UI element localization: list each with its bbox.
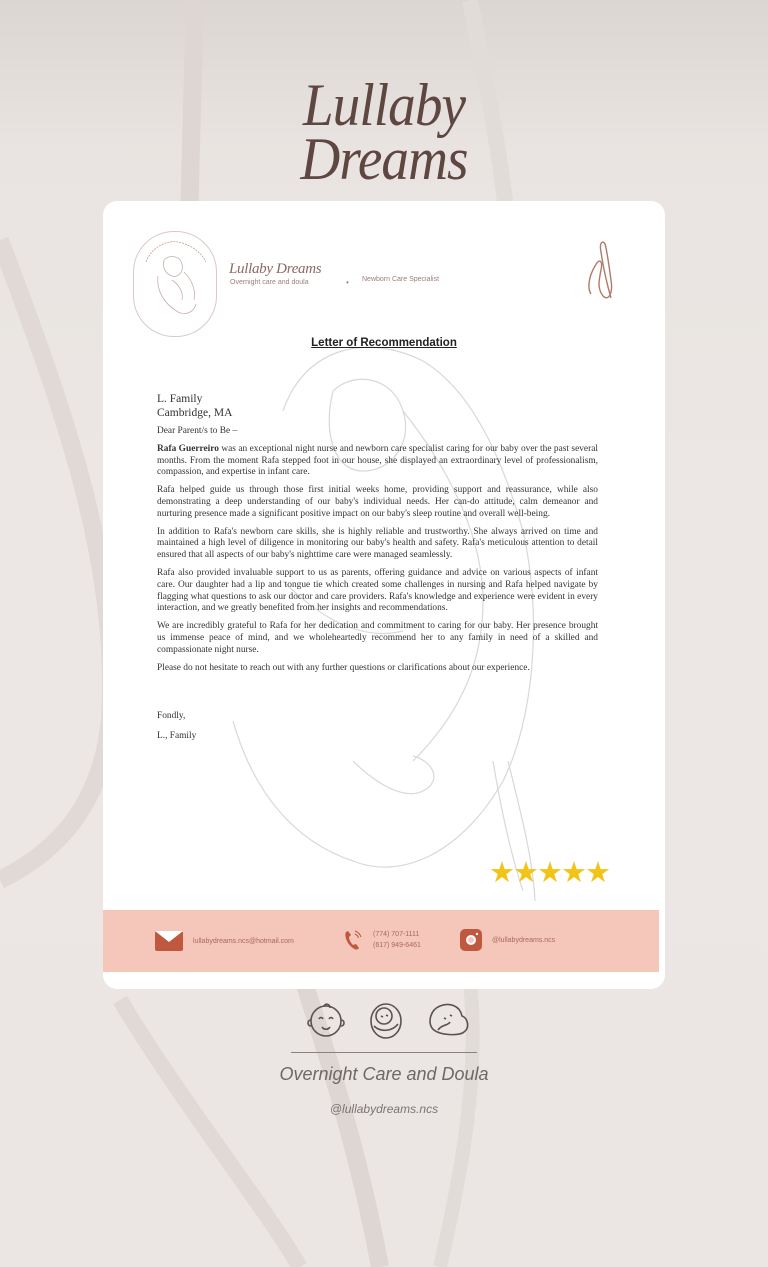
letter-closing: Fondly, (157, 711, 186, 722)
monogram-signature-icon (583, 236, 623, 306)
five-star-rating-icon: ★★★★★ (489, 857, 609, 889)
letter-paragraph-5: We are incredibly grateful to Rafa for her dedication and commitment to caring for our baby. Her presence brought us immense peace of mind, and we wholeheartedly recommend her to any family in need of a skilled and compassionate night nurse. (157, 621, 598, 655)
paragraph-1-text: was an exceptional night nurse and newborn care specialist caring for our baby over the past several months. From the moment Rafa stepped foot in our house, she displayed an extraordinary level of professionalism, compassion, and expertise in infant care. (157, 443, 598, 478)
instagram-icon (460, 929, 482, 951)
baby-face-icon (304, 998, 348, 1042)
contact-email[interactable] (155, 931, 294, 951)
letterhead-brand-name: Lullaby Dreams (229, 261, 322, 277)
contact-phone-numbers (373, 929, 421, 951)
mother-baby-logo-icon (134, 232, 216, 336)
nurse-name: Rafa Guerreiro (157, 443, 219, 454)
footer-icon-row (304, 998, 472, 1042)
letter-greeting: Dear Parent/s to Be – (157, 426, 238, 436)
letterhead-tagline: Overnight care and doula (230, 279, 309, 286)
letterhead-separator: • (346, 278, 349, 287)
contact-phone-1: (774) 707-1111 (373, 931, 420, 938)
contact-phone-2: (617) 949-6461 (373, 942, 421, 949)
letter-paragraph-3: In addition to Rafa's newborn care skills, she is highly reliable and trustworthy. She always arrived on time and maintained a high level of diligence in monitoring our baby's health and safety. Rafa's meticulous attention to detail ensured that all aspects of our baby's nighttime care were managed seamlessly. (157, 526, 598, 561)
letter-closing-block (157, 706, 598, 746)
sleeping-baby-icon (364, 998, 408, 1042)
letter-paragraph-2: Rafa helped guide us through those first initial weeks home, providing support and reassurance, while also demonstrating a deep understanding of our baby's individual needs. Her can-do attitude, calm demeanor and nurturing presence made a significant positive impact on our baby's sleep routine and overall well-being. (157, 485, 598, 519)
letter-paragraph-4: Rafa also provided invaluable support to us as parents, offering guidance and advice on various aspects of infant care. Our daughter had a lip and tongue tie which created some challenges in nursing and Rafa helped navigate by flagging what questions to ask our doctor and care providers. Rafa's knowledge and experience were evident in every interaction, and we greatly benefited from her insights and recommendations. (157, 567, 598, 614)
contact-instagram-text: @lullabydreams.ncs (492, 936, 556, 944)
contact-instagram[interactable] (460, 929, 555, 951)
envelope-icon (155, 931, 183, 951)
letter-title: Letter of Recommendation (311, 337, 457, 349)
letterhead-logo (133, 231, 217, 337)
footer-tagline: Overnight Care and Doula (279, 1064, 489, 1084)
letter-body (157, 392, 598, 746)
recipient-location: Cambridge, MA (157, 407, 233, 419)
contact-phone[interactable] (343, 928, 421, 952)
letter-signature: L., Family (157, 731, 197, 742)
baby-on-cloud-icon (424, 998, 472, 1042)
brand-title-line2: Dreams (300, 126, 468, 192)
recipient-name: L. Family (157, 393, 203, 405)
brand-title (31, 72, 738, 192)
recommendation-letter-card (103, 201, 665, 989)
brand-title-line1: Lullaby (302, 72, 466, 138)
contact-email-text: lullabydreams.ncs@hotmail.com (193, 937, 294, 945)
footer-divider (291, 1052, 477, 1053)
letter-paragraph-1 (157, 444, 598, 479)
letterhead-specialty: Newborn Care Specialist (362, 276, 440, 283)
letter-paragraph-6: Please do not hesitate to reach out with any further questions or clarifications about our experience. (157, 662, 530, 673)
phone-icon (343, 928, 363, 952)
footer-handle[interactable]: @lullabydreams.ncs (329, 1102, 439, 1116)
contact-bar (103, 910, 659, 972)
